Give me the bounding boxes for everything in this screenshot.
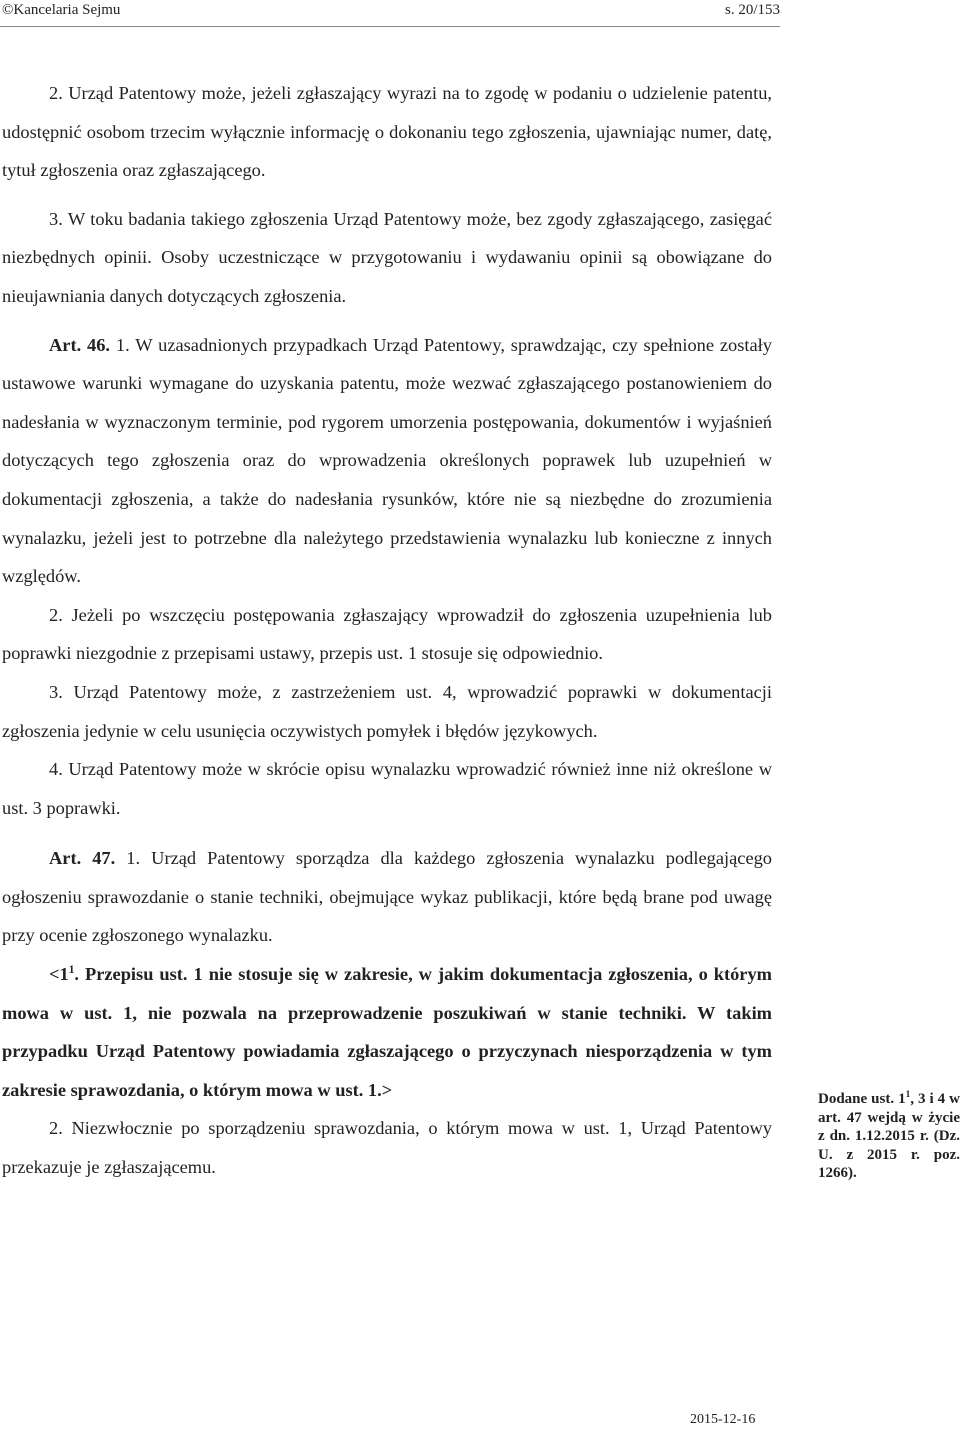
- paragraph-art46-ust2: 2. Jeżeli po wszczęciu postępowania zgłaszający wprowadził do zgłoszenia uzupełnienia lub poprawki niezgodnie z przepisami ustawy, przepis ust. 1 stosuje się odpowiednio.: [2, 604, 772, 664]
- ust1a-superscript: 1: [68, 963, 75, 976]
- margin-note-superscript: 1: [905, 1090, 911, 1100]
- footer-date: 2015-12-16: [690, 1412, 756, 1427]
- margin-note-prefix: Dodane ust. 1: [818, 1091, 906, 1107]
- page-header: [0, 0, 780, 27]
- margin-note-text: , 3 i 4 w art. 47 wejdą w życie z dn. 1.12.2015 r. (Dz. U. z 2015 r. poz. 1266).: [818, 1091, 960, 1182]
- paragraph-art47-ust2: 2. Niezwłocznie po sporządzeniu sprawozdania, o którym mowa w ust. 1, Urząd Patentowy przekazuje je zgłaszającemu.: [2, 1118, 772, 1178]
- paragraph-art45-ust2: 2. Urząd Patentowy może, jeżeli zgłaszający wyrazi na to zgodę w podaniu o udzielenie patentu, udostępnić osobom trzecim wyłącznie informację o dokonaniu tego zgłoszenia, ujawniając numer, datę, tytuł zgłoszenia oraz zgłaszającego.: [2, 83, 772, 181]
- document-body: [2, 74, 772, 1187]
- paragraph-art46-ust1-text: 1. W uzasadnionych przypadkach Urząd Patentowy, sprawdzając, czy spełnione zostały ustawowe warunki wymagane do uzyskania patentu, może wezwać zgłaszającego postanowieniem do nadesłania w wyznaczonym terminie, pod rygorem umorzenia postępowania, dokumentów i wyjaśnień dotyczących tego zgłoszenia oraz do wprowadzenia określonych poprawek lub uzupełnień w dokumentacji zgłoszenia, a także do nadesłania rysunków, które nie są niezbędne do zrozumienia wynalazku, jeżeli jest to potrzebne dla należytego przedstawienia wynalazku lub konieczne z innych względów.: [2, 334, 772, 587]
- article-label-47: Art. 47.: [49, 848, 116, 869]
- header-page-number: s. 20/153: [724, 2, 780, 18]
- ust1a-prefix: <1: [49, 964, 69, 985]
- paragraph-art45-ust3: 3. W toku badania takiego zgłoszenia Urząd Patentowy może, bez zgody zgłaszającego, zasięgać niezbędnych opinii. Osoby uczestniczące w przygotowaniu i wydawaniu opinii są obowiązane do nieujawniania danych dotyczących zgłoszenia.: [2, 208, 772, 306]
- paragraph-art46-ust4: 4. Urząd Patentowy może w skrócie opisu wynalazku wprowadzić również inne niż określone w ust. 3 poprawki.: [2, 759, 772, 818]
- article-label-46: Art. 46.: [49, 334, 111, 355]
- paragraph-art47-ust1-text: 1. Urząd Patentowy sporządza dla każdego zgłoszenia wynalazku podlegającego ogłoszeniu sprawozdanie o stanie techniki, obejmujące wykaz publikacji, które będą brane pod uwagę przy ocenie zgłoszonego wynalazku.: [2, 848, 772, 946]
- paragraph-art46-ust3: 3. Urząd Patentowy może, z zastrzeżeniem ust. 4, wprowadzić poprawki w dokumentacji zgłoszenia jedynie w celu usunięcia oczywistych pomyłek i błędów językowych.: [2, 681, 772, 741]
- ust1a-text: . Przepisu ust. 1 nie stosuje się w zakresie, w jakim dokumentacja zgłoszenia, o którym mowa w ust. 1, nie pozwala na przeprowadzenie poszukiwań w stanie techniki. W takim przypadku Urząd Patentowy powiadamia zgłaszającego o przyczynach niesporządzenia w tym zakresie sprawozdania, o którym mowa w ust. 1.>: [2, 964, 772, 1100]
- paragraph-art46-ust1: [2, 326, 772, 596]
- header-copyright: ©Kancelaria Sejmu: [2, 2, 121, 18]
- paragraph-art47-ust1: [2, 839, 772, 955]
- margin-note: [818, 1090, 960, 1183]
- paragraph-art47-ust1a: [2, 955, 772, 1109]
